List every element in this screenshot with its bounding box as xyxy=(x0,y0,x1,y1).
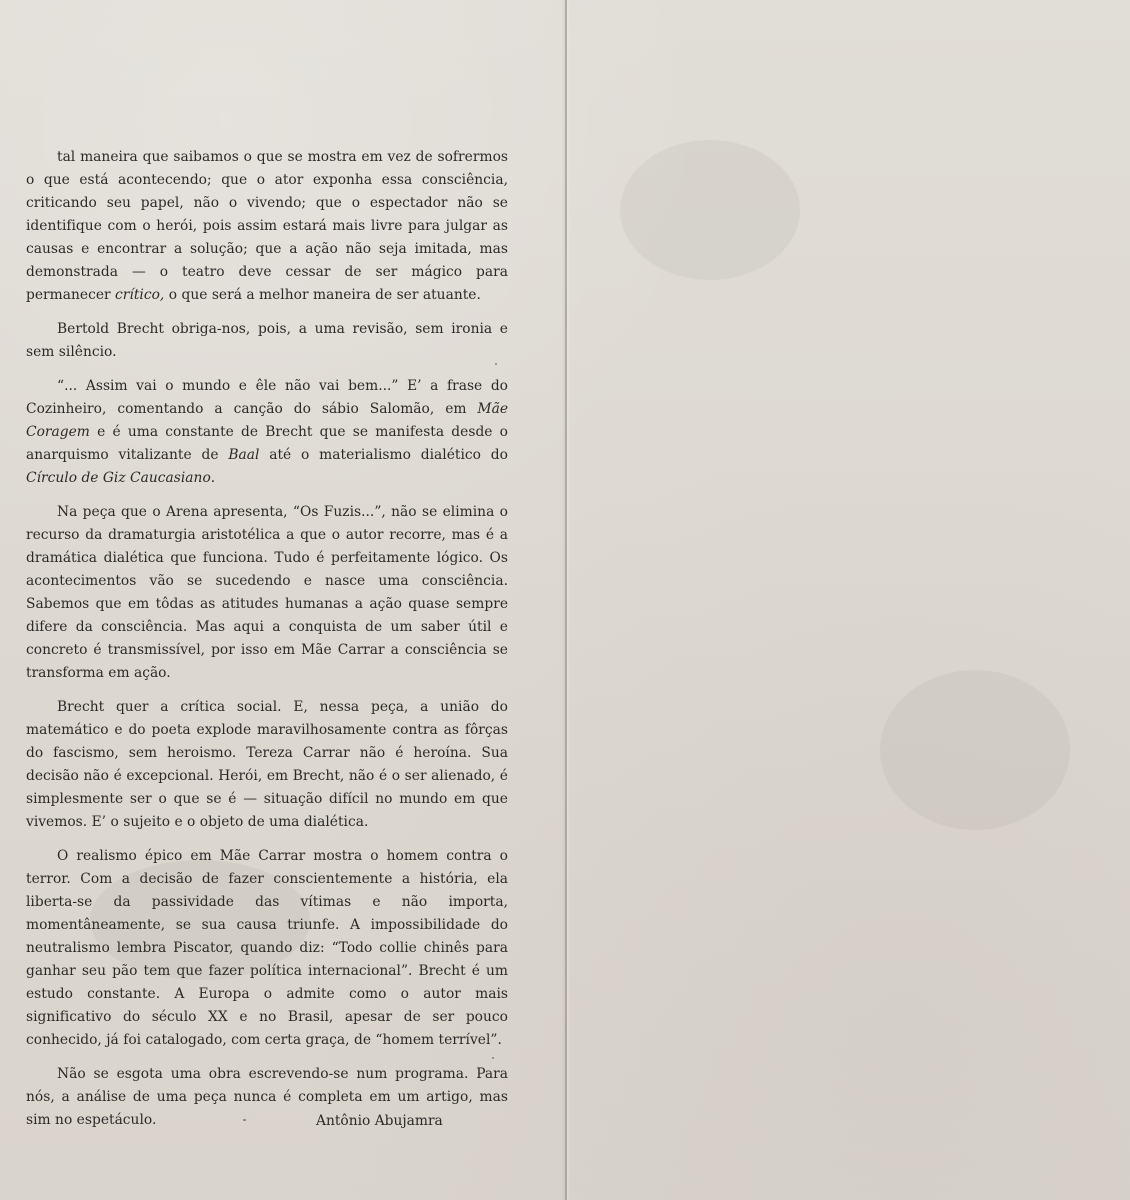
italic-title-text: Baal xyxy=(228,447,260,463)
paragraph-text: O realismo épico em Mãe Carrar mostra o homem contra o terror. Com a decisão de fazer conscientemente a história, ela liberta-se da passividade das vítimas e não importa, momentâneamente, se sua causa triunfe. A impossibilidade do neutralismo lembra Piscator, quando diz: “Todo collie chinês para ganhar seu pão tem que fazer política internacional”. Brecht é um estudo constante. A Europa o admite como o autor mais significativo do século XX e no Brasil, apesar de ser pouco conhecido, já foi catalogado, com certa graça, de “homem terrível”. xyxy=(26,848,508,1048)
article-paragraph xyxy=(26,501,508,685)
author-signature: Antônio Abujamra xyxy=(316,1113,443,1129)
article-paragraph xyxy=(26,845,508,1052)
italic-title-text: Círculo de Giz Caucasiano xyxy=(26,470,211,486)
paragraph-text: até o materialismo dialético do xyxy=(259,447,508,463)
paragraph-text: tal maneira que saibamos o que se mostra em vez de sofrermos o que está acontecendo; que o ator exponha essa consciência, criticando seu papel, não o vivendo; que o espectador não se identifique com o herói, pois assim estará mais livre para julgar as causas e encontrar a solução; que a ação não seja imitada, mas demonstrada — o teatro deve cessar de ser mágico para permanecer xyxy=(26,149,508,303)
paragraph-text: e é uma constante de Brecht que se manifesta desde o anarquismo vitalizante de xyxy=(26,424,508,463)
paragraph-text: Não se esgota uma obra escrevendo-se num programa. Para nós, a análise de uma peça nunca é completa em um artigo, mas sim no espetáculo. xyxy=(26,1066,508,1128)
italic-title-text: Mãe Coragem xyxy=(26,401,508,440)
paper-stain xyxy=(880,670,1070,830)
paragraph-text: o que será a melhor maneira de ser atuante. xyxy=(164,287,481,303)
center-fold xyxy=(565,0,567,1200)
italic-title-text: crítico, xyxy=(115,287,165,303)
article-body xyxy=(26,146,508,1143)
paper-stain xyxy=(620,140,800,280)
paragraph-text: . xyxy=(210,470,216,486)
article-paragraph xyxy=(26,318,508,364)
paragraph-text: Na peça que o Arena apresenta, “Os Fuzis...”, não se elimina o recurso da dramaturgia aristotélica a que o autor recorre, mas é a dramática dialética que funciona. Tudo é perfeitamente lógico. Os acontecimentos vão se sucedendo e nasce uma consciência. Sabemos que em tôdas as atitudes humanas a ação quase sempre difere da consciência. Mas aqui a conquista de um saber útil e concreto é transmissível, por isso em Mãe Carrar a consciência se transforma em ação. xyxy=(26,504,508,681)
paragraph-text: “... Assim vai o mundo e êle não vai bem...” E’ a frase do Cozinheiro, comentando a canção do sábio Salomão, em xyxy=(26,378,508,417)
article-paragraph xyxy=(26,696,508,834)
article-paragraph xyxy=(26,375,508,490)
article-paragraph xyxy=(26,146,508,307)
paragraph-text: Brecht quer a crítica social. E, nessa peça, a união do matemático e do poeta explode maravilhosamente contra as fôrças do fascismo, sem heroismo. Tereza Carrar não é heroína. Sua decisão não é excepcional. Herói, em Brecht, não é o ser alienado, é simplesmente ser o que se é — situação difícil no mundo em que vivemos. E’ o sujeito e o objeto de uma dialética. xyxy=(26,699,508,830)
paragraph-text: Bertold Brecht obriga-nos, pois, a uma revisão, sem ironia e sem silêncio. xyxy=(26,321,508,360)
